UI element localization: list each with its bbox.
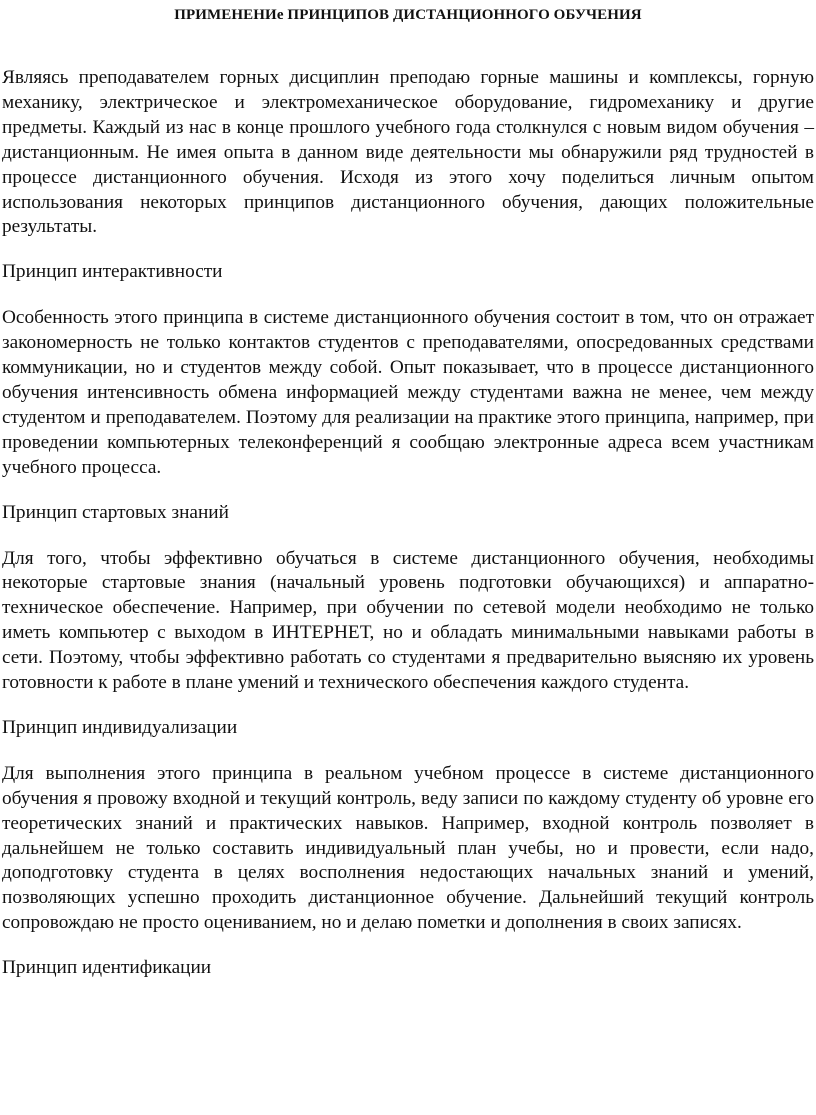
intro-paragraph: Являясь преподавателем горных дисциплин преподаю горные машины и комплексы, горную механику, электрическое и электромеханическое оборудование, гидромеханику и другие предметы. Каждый из нас в конце прошлого учебного года столкнулся с новым видом обучения – дистанционным. Не имея опыта в данном виде деятельности мы обнаружили ряд трудностей в процессе дистанционного обучения. Исходя из этого хочу поделиться личным опытом использования некоторых принципов дистанционного обучения, дающих положительные результаты.	[2, 67, 814, 238]
section-text-interactivity: Особенность этого принципа в системе дистанционного обучения состоит в том, что он отражает закономерность не только контактов студентов с преподавателями, опосредованных средствами коммуникации, но и студентов между собой. Опыт показывает, что в процессе дистанционного обучения интенсивность обмена информацией между студентами важна не менее, чем между студентом и преподавателем. Поэтому для реализации на практике этого принципа, например, при проведении компьютерных телеконференций я сообщаю электронные адреса всем участникам учебного процесса.	[2, 307, 814, 478]
section-heading-interactivity: Принцип интерактивности	[2, 261, 223, 283]
section-text-individualization: Для выполнения этого принципа в реальном учебном процессе в системе дистанционного обучения я провожу входной и текущий контроль, веду записи по каждому студенту об уровне его теоретических знаний и практических навыков. Например, входной контроль позволяет в дальнейшем не только составить индивидуальный план учебы, но и провести, если надо, доподготовку студента в целях восполнения недостающих начальных знаний и умений, позволяющих успешно проходить дистанционное обучение. Дальнейший текущий контроль сопровождаю не просто оцениванием, но и делаю пометки и дополнения в своих записях.	[2, 762, 814, 934]
document-title: ПРИМЕНЕНИе ПРИНЦИПОВ ДИСТАНЦИОННОГО ОБУЧЕНИЯ	[174, 7, 642, 23]
section-heading-individualization: Принцип индивидуализации	[2, 716, 238, 738]
section-text-starting-knowledge: Для того, чтобы эффективно обучаться в системе дистанционного обучения, необходимы некоторые стартовые знания (начальный уровень подготовки обучающихся) и аппаратно-техническое обеспечение. Например, при обучении по сетевой модели необходимо не только иметь компьютер с выходом в ИНТЕРНЕТ, но и обладать минимальными навыками работы в сети. Поэтому, чтобы эффективно работать со студентами я предварительно выясняю их уровень готовности к работе в плане умений и технического обеспечения каждого студента.	[2, 547, 814, 694]
section-heading-starting-knowledge: Принцип стартовых знаний	[2, 501, 229, 523]
section-heading-identification: Принцип идентификации	[2, 957, 212, 979]
